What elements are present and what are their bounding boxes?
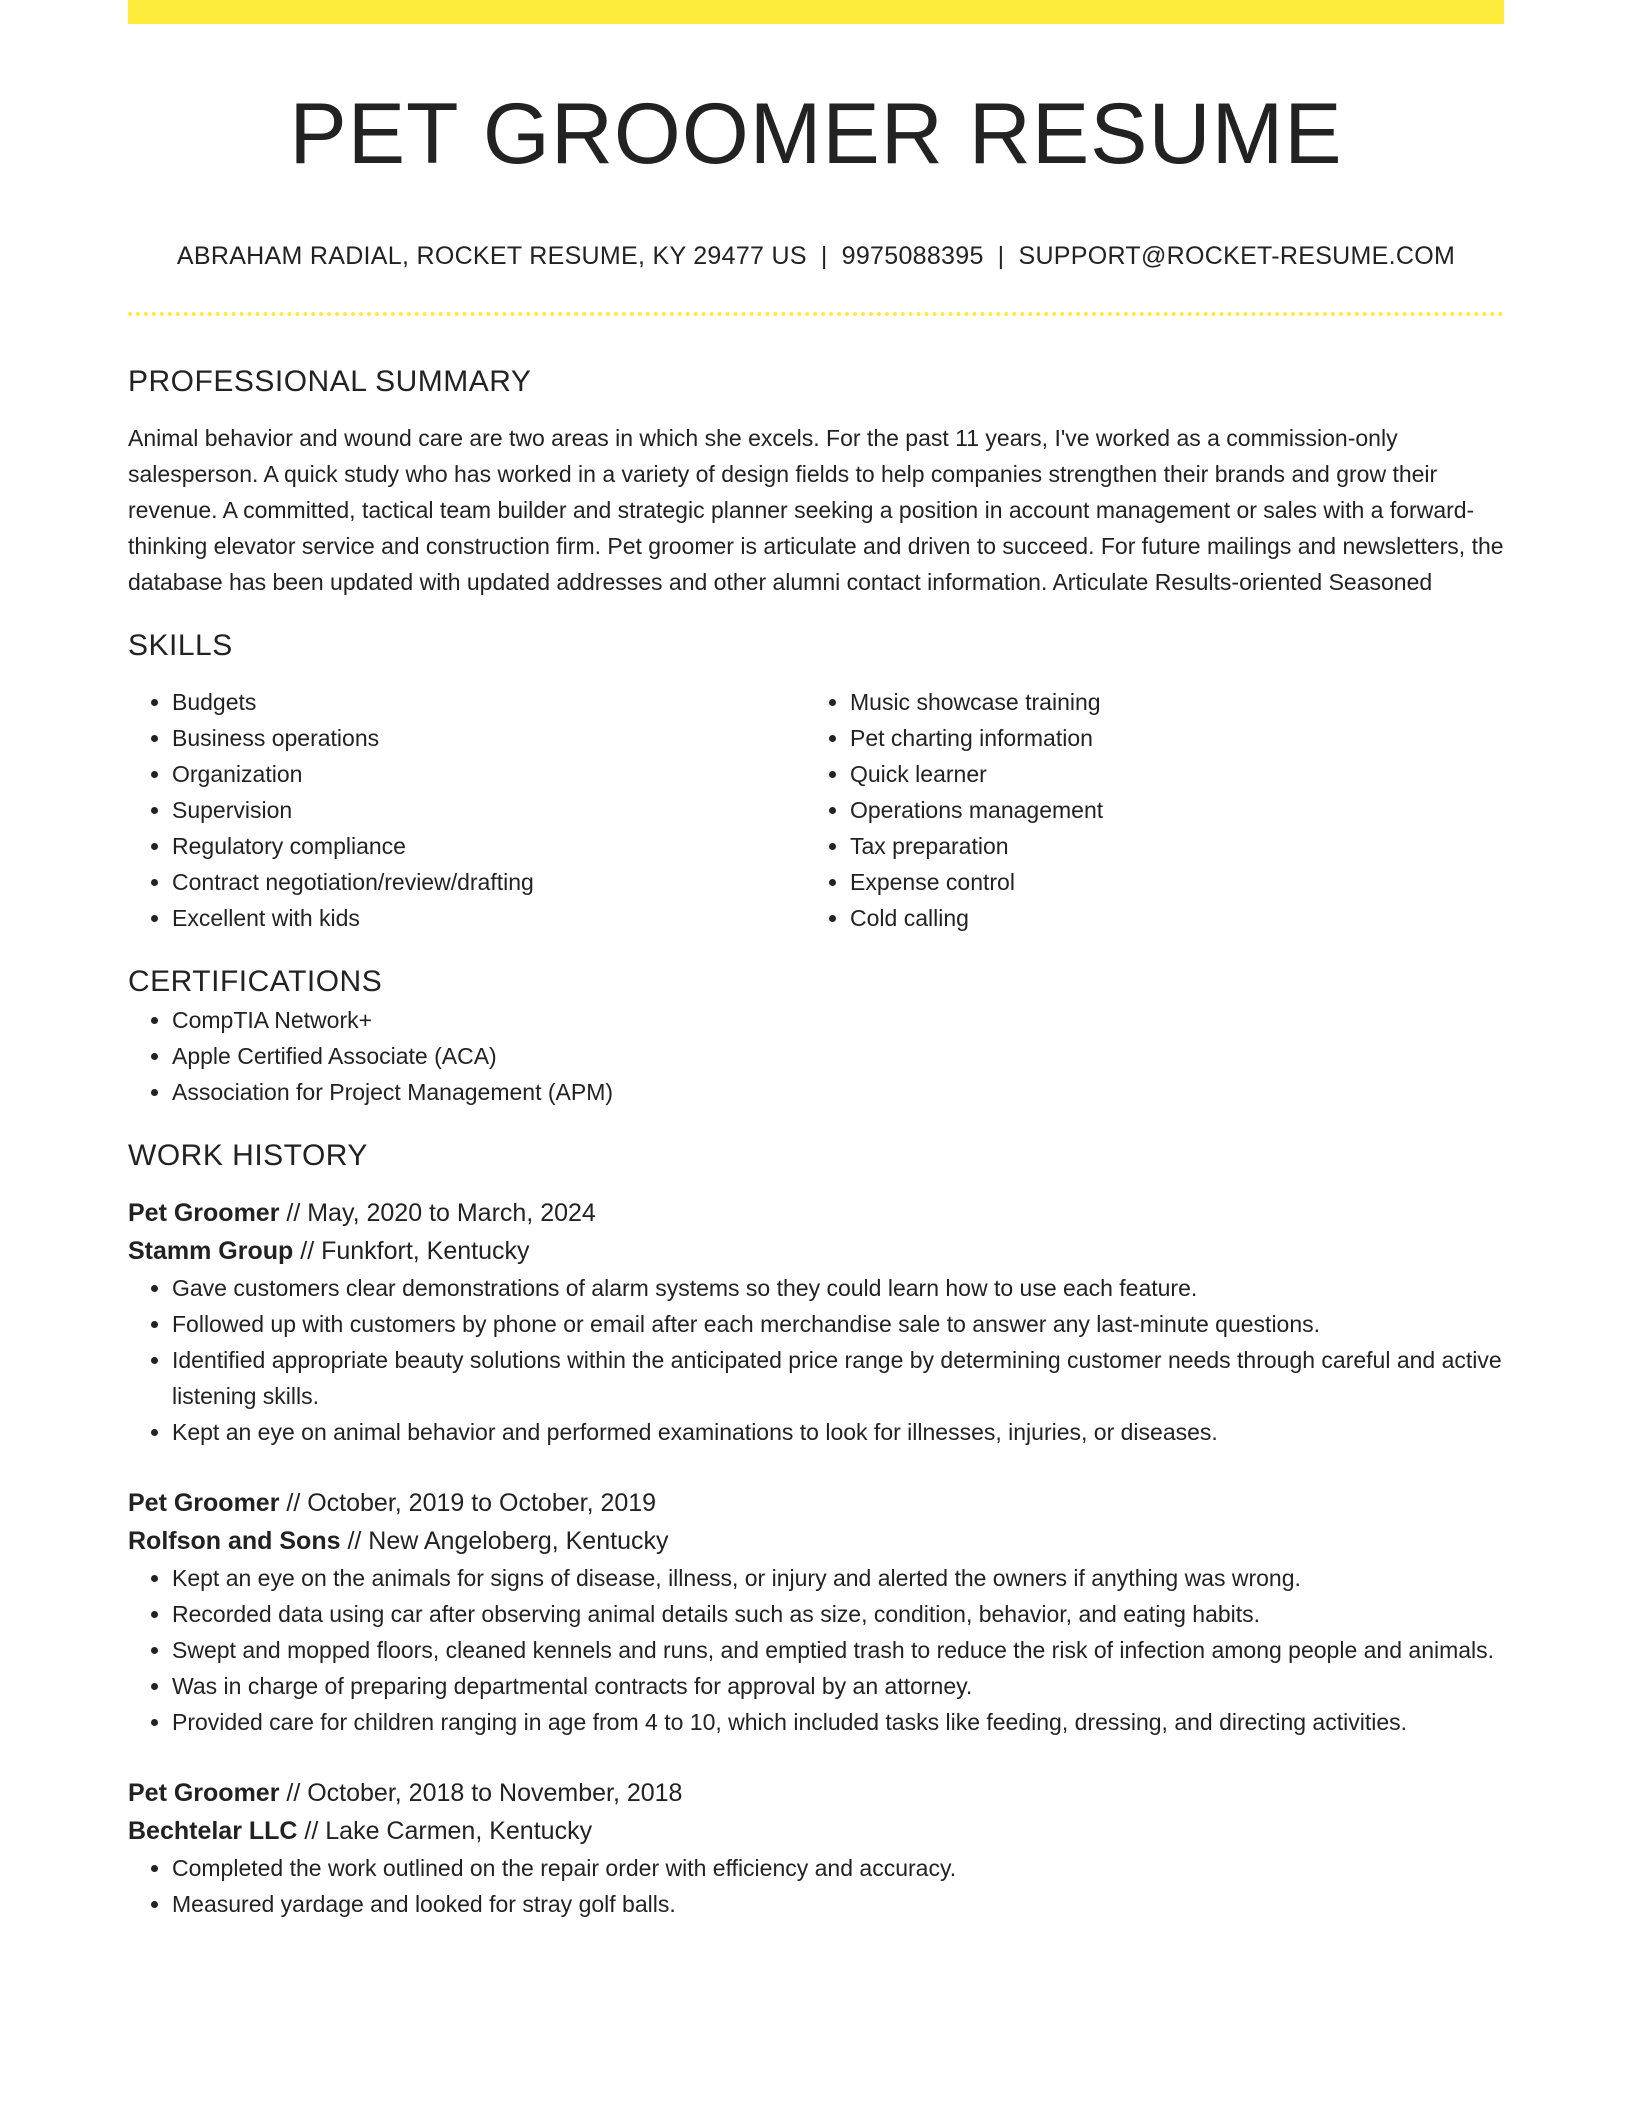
job-location: // New Angeloberg, Kentucky	[340, 1527, 669, 1555]
page-title: PET GROOMER RESUME	[289, 86, 1343, 182]
skill-item: • Contract negotiation/review/drafting	[172, 864, 806, 900]
skill-item: • Cold calling	[850, 900, 1484, 936]
contact-address: ABRAHAM RADIAL, ROCKET RESUME, KY 29477 US	[176, 242, 807, 270]
skill-item: • Music showcase training	[850, 684, 1484, 720]
job-duty-item: • Recorded data using car after observing animal details such as size, condition, behavior, and eating habits.	[172, 1596, 1504, 1632]
skills-list-left	[128, 684, 806, 936]
job-dates: // May, 2020 to March, 2024	[279, 1199, 596, 1227]
resume-page	[128, 0, 1504, 1922]
job-duty-item: • Completed the work outlined on the repair order with efficiency and accuracy.	[172, 1850, 1504, 1886]
job-title: Pet Groomer	[128, 1779, 280, 1807]
skill-item: • Excellent with kids	[172, 900, 806, 936]
job-title-line	[128, 1484, 1504, 1522]
contact-phone: 9975088395	[841, 242, 984, 270]
skill-item: • Operations management	[850, 792, 1484, 828]
skill-item: • Pet charting information	[850, 720, 1484, 756]
job-location: // Lake Carmen, Kentucky	[297, 1817, 593, 1845]
job-title-line	[128, 1774, 1504, 1812]
certification-item: • Association for Project Management (APM)	[172, 1074, 1504, 1110]
job-title: Pet Groomer	[128, 1489, 280, 1517]
skill-item: • Business operations	[172, 720, 806, 756]
job-duties-list	[128, 1270, 1504, 1450]
certification-item: • CompTIA Network+	[172, 1002, 1504, 1038]
certifications-heading: CERTIFICATIONS	[128, 965, 383, 998]
work-history-heading: WORK HISTORY	[128, 1139, 368, 1172]
job-duty-item: • Gave customers clear demonstrations of alarm systems so they could learn how to use each feature.	[172, 1270, 1504, 1306]
skill-item: • Quick learner	[850, 756, 1484, 792]
job-dates: // October, 2018 to November, 2018	[279, 1779, 683, 1807]
job-company: Rolfson and Sons	[128, 1527, 341, 1555]
job-dates: // October, 2019 to October, 2019	[279, 1489, 657, 1517]
skills-list-right	[806, 684, 1484, 936]
certification-item: • Apple Certified Associate (ACA)	[172, 1038, 1504, 1074]
job-duty-item: • Was in charge of preparing departmental contracts for approval by an attorney.	[172, 1668, 1504, 1704]
skill-item: • Regulatory compliance	[172, 828, 806, 864]
contact-separator: |	[820, 242, 828, 270]
skill-item: • Expense control	[850, 864, 1484, 900]
skills-grid	[128, 684, 1504, 936]
job-company-line	[128, 1522, 1504, 1560]
skill-item: • Tax preparation	[850, 828, 1484, 864]
dotted-divider	[128, 312, 1504, 316]
job-title-line	[128, 1194, 1504, 1232]
job-duty-item: • Kept an eye on the animals for signs of disease, illness, or injury and alerted the owners if anything was wrong.	[172, 1560, 1504, 1596]
job-entry	[128, 1484, 1504, 1740]
skill-item: • Organization	[172, 756, 806, 792]
job-duty-item: • Followed up with customers by phone or email after each merchandise sale to answer any last-minute questions.	[172, 1306, 1504, 1342]
job-duty-item: • Swept and mopped floors, cleaned kennels and runs, and emptied trash to reduce the risk of infection among people and animals.	[172, 1632, 1504, 1668]
job-company-line	[128, 1812, 1504, 1850]
job-title: Pet Groomer	[128, 1199, 280, 1227]
summary-text: Animal behavior and wound care are two areas in which she excels. For the past 11 years, I've worked as a commission-only salesperson. A quick study who has worked in a variety of design fields to help companies strengthen their brands and grow their revenue. A committed, tactical team builder and strategic planner seeking a position in account management or sales with a forward-thinking elevator service and construction firm. Pet groomer is articulate and driven to succeed. For future mailings and newsletters, the database has been updated with updated addresses and other alumni contact information. Articulate Results-oriented Seasoned	[128, 425, 1504, 595]
skill-item: • Budgets	[172, 684, 806, 720]
job-duties-list	[128, 1850, 1504, 1922]
job-duties-list	[128, 1560, 1504, 1740]
skills-column-right	[806, 684, 1484, 936]
job-duty-item: • Measured yardage and looked for stray golf balls.	[172, 1886, 1504, 1922]
job-duty-item: • Kept an eye on animal behavior and performed examinations to look for illnesses, injuries, or diseases.	[172, 1414, 1504, 1450]
job-company: Stamm Group	[128, 1237, 294, 1265]
skills-column-left	[128, 684, 806, 936]
contact-email: SUPPORT@ROCKET-RESUME.COM	[1018, 242, 1456, 270]
job-duty-item: • Identified appropriate beauty solutions within the anticipated price range by determining customer needs through careful and active listening skills.	[172, 1342, 1504, 1414]
job-duty-item: • Provided care for children ranging in age from 4 to 10, which included tasks like feeding, dressing, and directing activities.	[172, 1704, 1504, 1740]
job-company: Bechtelar LLC	[128, 1817, 298, 1845]
contact-line	[128, 240, 1504, 272]
contact-separator: |	[997, 242, 1005, 270]
skill-item: • Supervision	[172, 792, 806, 828]
job-location: // Funkfort, Kentucky	[293, 1237, 530, 1265]
summary-heading: PROFESSIONAL SUMMARY	[128, 365, 532, 398]
work-history-list	[128, 1194, 1504, 1922]
job-entry	[128, 1774, 1504, 1922]
certifications-list	[128, 1002, 1504, 1110]
accent-top-bar	[128, 0, 1504, 24]
job-company-line	[128, 1232, 1504, 1270]
skills-heading: SKILLS	[128, 629, 233, 662]
job-entry	[128, 1194, 1504, 1450]
